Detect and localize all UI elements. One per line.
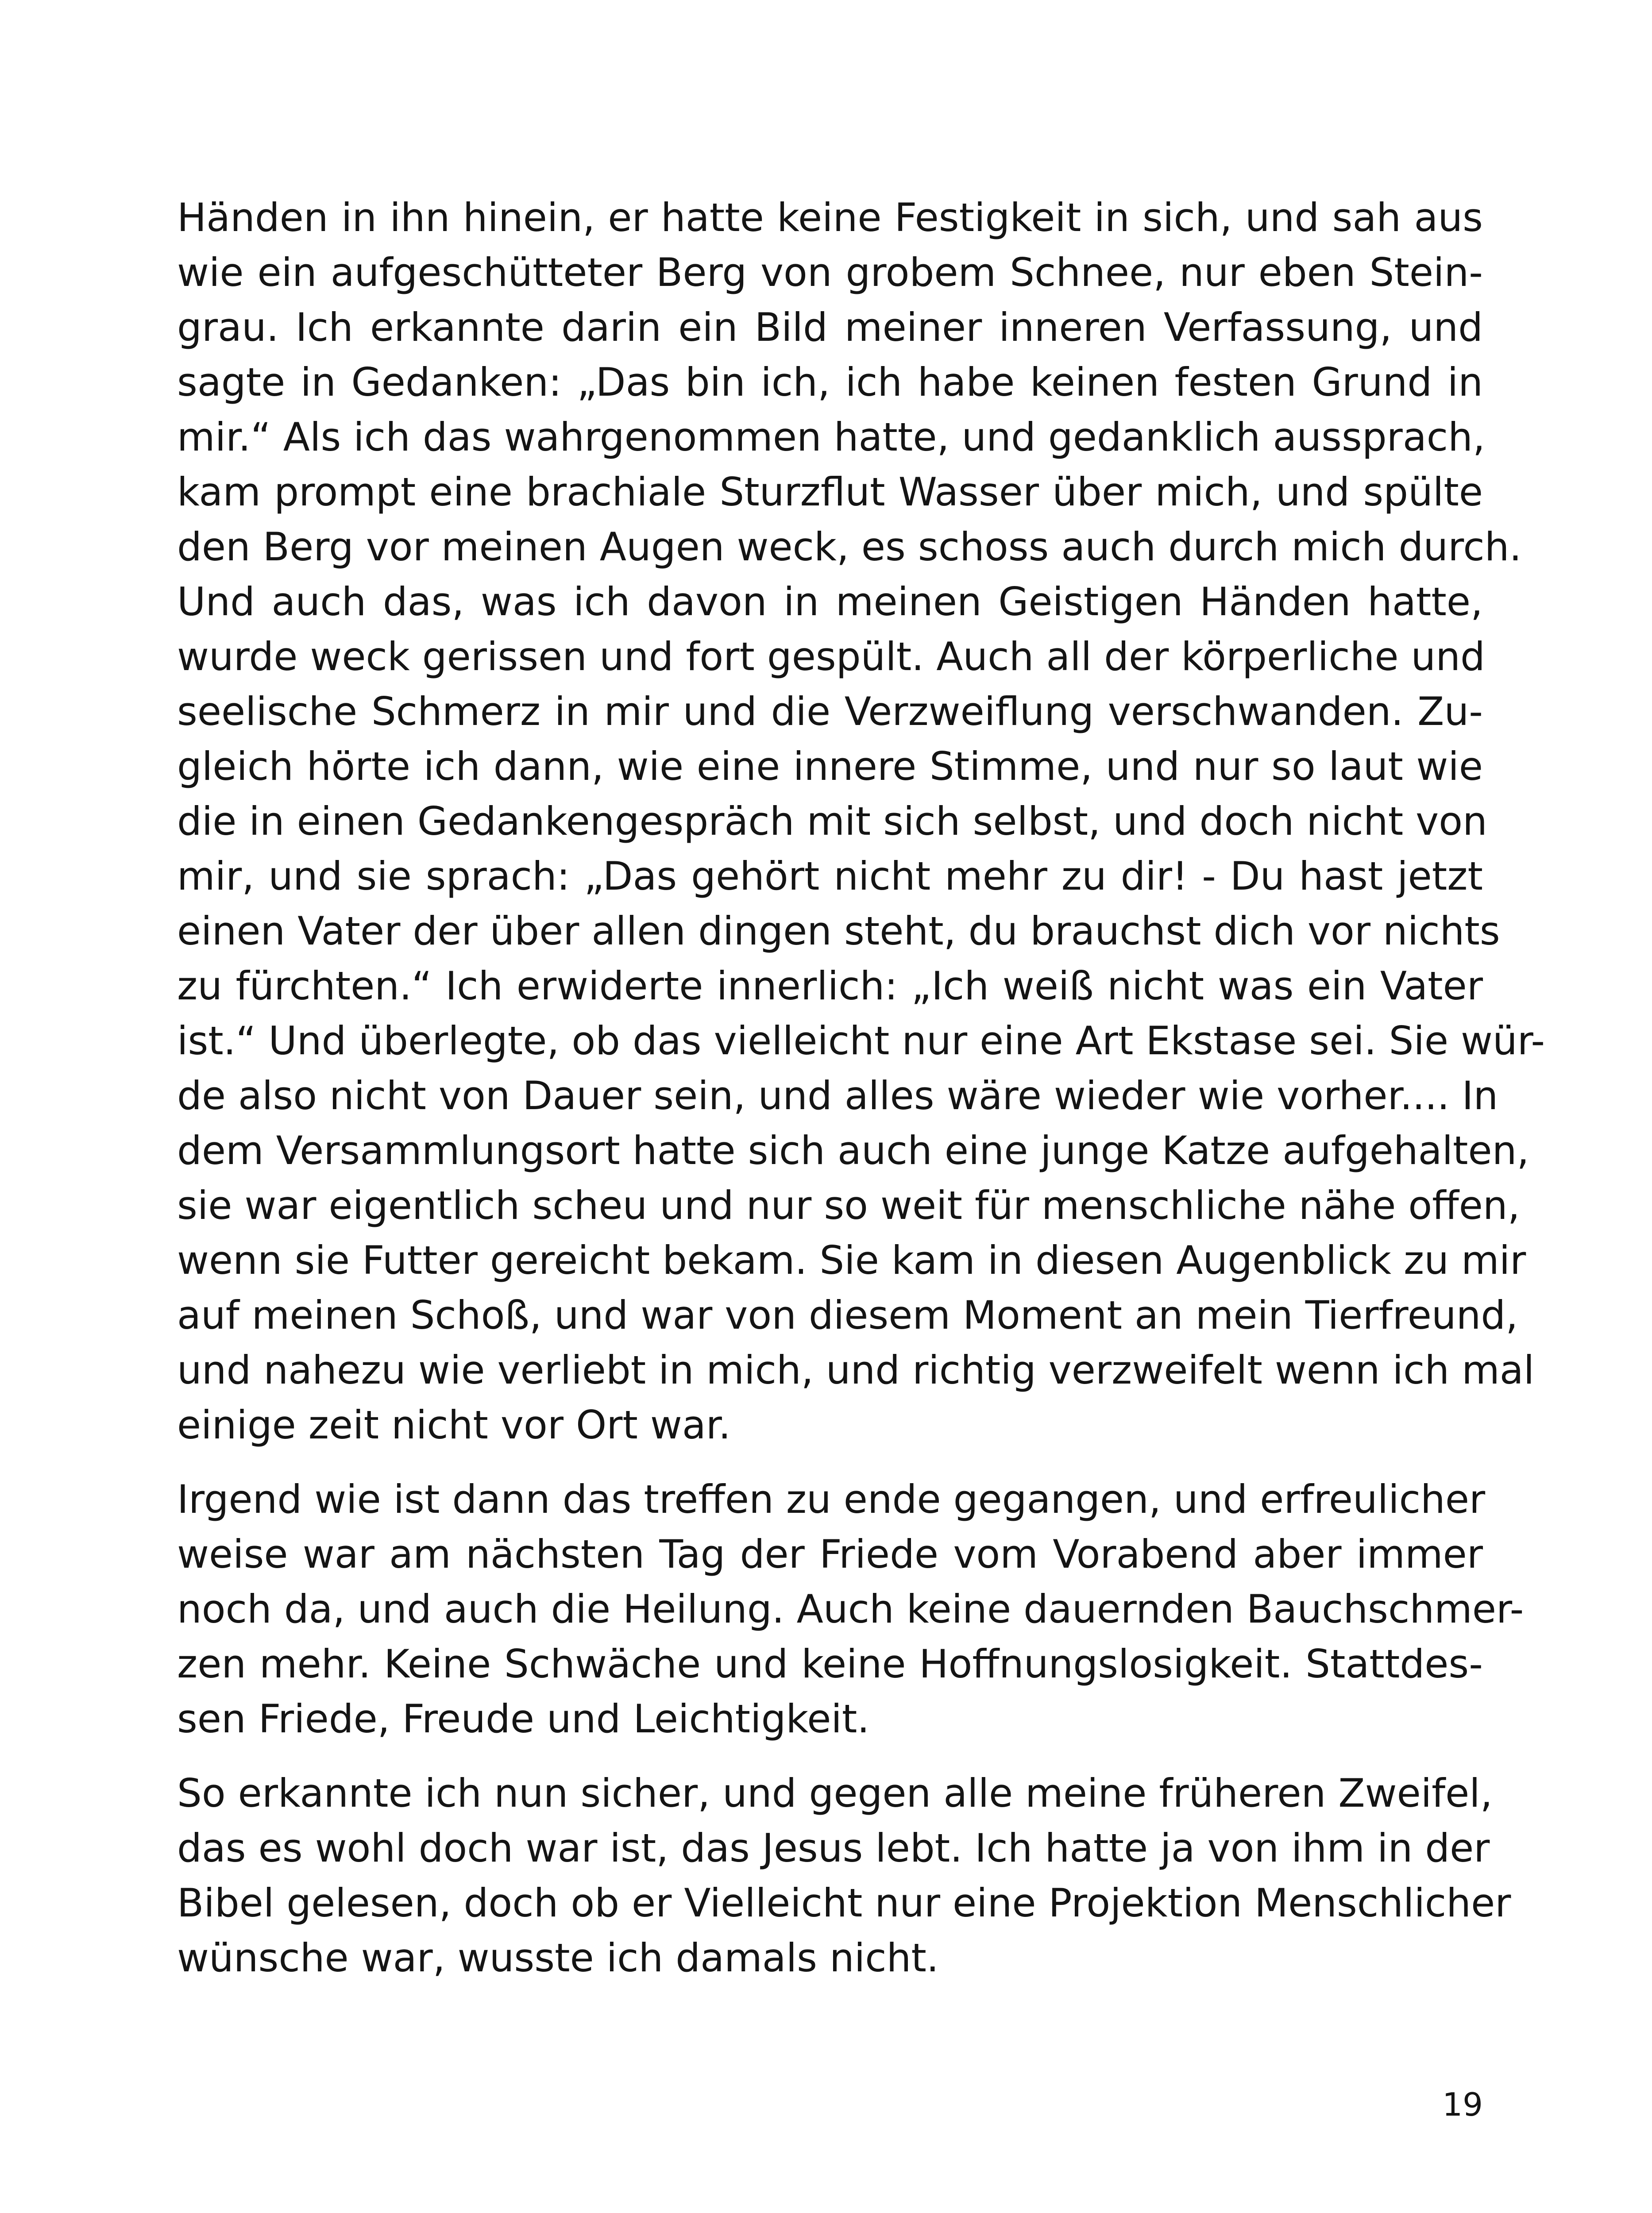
text-line: mir, und sie sprach: „Das gehört nicht mehr zu dir! - Du hast jetzt: [177, 853, 1483, 899]
text-line: zu fürchten.“ Ich erwiderte innerlich: „Ich weiß nicht was ein Vater: [177, 963, 1483, 1009]
paragraph-spacer: [177, 1746, 1483, 1766]
text-line: die in einen Gedankengespräch mit sich selbst, und doch nicht von: [177, 798, 1487, 844]
text-line: das es wohl doch war ist, das Jesus lebt. Ich hatte ja von ihm in der: [177, 1825, 1490, 1871]
text-line: mir.“ Als ich das wahrgenommen hatte, und gedanklich aussprach,: [177, 414, 1485, 460]
text-line: sie war eigentlich scheu und nur so weit für menschliche nähe offen,: [177, 1183, 1520, 1228]
paragraph-1: [177, 190, 1545, 1453]
text-line: sagte in Gedanken: „Das bin ich, ich habe keinen festen Grund in: [177, 359, 1483, 405]
text-line: Bibel gelesen, doch ob er Vielleicht nur eine Projektion Menschlicher: [177, 1880, 1511, 1926]
text-line: zen mehr. Keine Schwäche und keine Hoffnungslosigkeit. Stattdes-: [177, 1641, 1483, 1687]
paragraph-2: [177, 1472, 1524, 1746]
text-line: seelische Schmerz in mir und die Verzweiflung verschwanden. Zu-: [177, 689, 1483, 734]
text-line: wünsche war, wusste ich damals nicht.: [177, 1935, 939, 1981]
text-line: wie ein aufgeschütteter Berg von grobem Schnee, nur eben Stein-: [177, 250, 1483, 295]
text-line: einige zeit nicht vor Ort war.: [177, 1402, 731, 1448]
text-line: sen Friede, Freude und Leichtigkeit.: [177, 1696, 870, 1742]
text-line: grau. Ich erkannte darin ein Bild meiner inneren Verfassung, und: [177, 305, 1483, 350]
text-line: So erkannte ich nun sicher, und gegen alle meine früheren Zweifel,: [177, 1770, 1493, 1816]
text-line: wenn sie Futter gereicht bekam. Sie kam in diesen Augenblick zu mir: [177, 1238, 1526, 1283]
text-line: weise war am nächsten Tag der Friede vom Vorabend aber immer: [177, 1531, 1483, 1577]
paragraph-spacer: [177, 1453, 1483, 1472]
text-line: dem Versammlungsort hatte sich auch eine junge Katze aufgehalten,: [177, 1128, 1529, 1173]
text-line: Händen in ihn hinein, er hatte keine Festigkeit in sich, und sah aus: [177, 195, 1483, 240]
text-line: kam prompt eine brachiale Sturzflut Wasser über mich, und spülte: [177, 469, 1483, 515]
text-line: ist.“ Und überlegte, ob das vielleicht nur eine Art Ekstase sei. Sie wür-: [177, 1018, 1545, 1064]
text-line: auf meinen Schoß, und war von diesem Moment an mein Tierfreund,: [177, 1292, 1518, 1338]
text-line: wurde weck gerissen und fort gespült. Auch all der körperliche und: [177, 634, 1485, 679]
text-line: einen Vater der über allen dingen steht, du brauchst dich vor nichts: [177, 908, 1500, 954]
page-number: 19: [1442, 2086, 1483, 2123]
text-line: Und auch das, was ich davon in meinen Geistigen Händen hatte,: [177, 579, 1483, 625]
body-text: [177, 190, 1545, 1986]
text-line: de also nicht von Dauer sein, und alles wäre wieder wie vorher.... In: [177, 1073, 1498, 1118]
text-line: noch da, und auch die Heilung. Auch keine dauernden Bauchschmer-: [177, 1586, 1524, 1632]
text-line: und nahezu wie verliebt in mich, und richtig verzweifelt wenn ich mal: [177, 1347, 1535, 1393]
text-line: gleich hörte ich dann, wie eine innere Stimme, und nur so laut wie: [177, 744, 1483, 789]
paragraph-3: [177, 1766, 1511, 1986]
text-line: den Berg vor meinen Augen weck, es schoss auch durch mich durch.: [177, 524, 1522, 570]
text-line: Irgend wie ist dann das treffen zu ende gegangen, und erfreulicher: [177, 1477, 1486, 1522]
